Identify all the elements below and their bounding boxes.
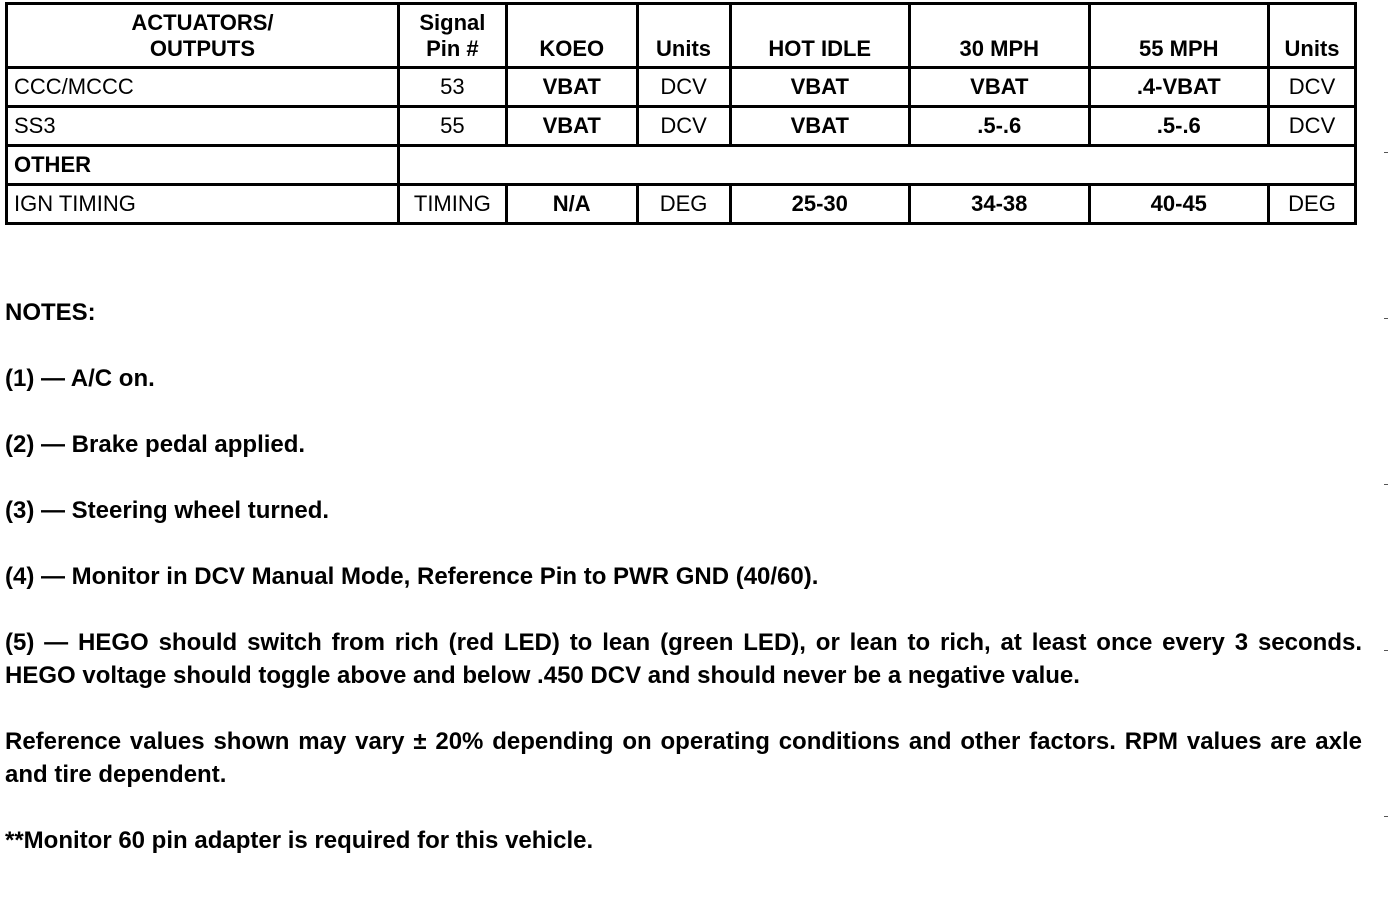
header-units-2: Units bbox=[1269, 4, 1356, 68]
note-item: (5) — HEGO should switch from rich (red LED) to lean (green LED), or lean to rich, at least once every 3 seconds. HEGO voltage should toggle above and below .450 DCV and should never be a negative value. bbox=[5, 629, 1362, 689]
table-cell: 55 bbox=[398, 107, 506, 146]
table-cell: VBAT bbox=[910, 68, 1090, 107]
notes-title: NOTES: bbox=[5, 299, 96, 326]
table-cell: SS3 bbox=[7, 107, 399, 146]
spec-table bbox=[5, 2, 1357, 225]
table-cell: DEG bbox=[637, 185, 730, 224]
other-section-label: OTHER bbox=[7, 146, 399, 185]
margin-tick bbox=[1384, 318, 1388, 319]
table-cell: 25-30 bbox=[730, 185, 910, 224]
table-row bbox=[7, 107, 1356, 146]
header-units: Units bbox=[637, 4, 730, 68]
header-koeo: KOEO bbox=[506, 4, 637, 68]
adapter-note: **Monitor 60 pin adapter is required for this vehicle. bbox=[5, 827, 594, 854]
note-item: (3) — Steering wheel turned. bbox=[5, 497, 330, 524]
table-row bbox=[7, 185, 1356, 224]
notes-section bbox=[5, 296, 1362, 857]
header-hot-idle: HOT IDLE bbox=[730, 4, 910, 68]
reference-note: Reference values shown may vary ± 20% depending on operating conditions and other factors. RPM values are axle and tire dependent. bbox=[5, 728, 1362, 788]
table-cell: DCV bbox=[1269, 68, 1356, 107]
note-item: (2) — Brake pedal applied. bbox=[5, 431, 306, 458]
note-item: (1) — A/C on. bbox=[5, 365, 155, 392]
table-cell: DCV bbox=[637, 68, 730, 107]
table-cell: IGN TIMING bbox=[7, 185, 399, 224]
margin-tick bbox=[1384, 650, 1388, 651]
table-cell: .5-.6 bbox=[1089, 107, 1269, 146]
header-30-mph: 30 MPH bbox=[910, 4, 1090, 68]
table-cell: N/A bbox=[506, 185, 637, 224]
margin-tick bbox=[1384, 484, 1388, 485]
table-cell: VBAT bbox=[506, 107, 637, 146]
margin-tick bbox=[1384, 816, 1388, 817]
margin-tick bbox=[1384, 152, 1388, 153]
table-cell: .4-VBAT bbox=[1089, 68, 1269, 107]
table-cell: DEG bbox=[1269, 185, 1356, 224]
table-cell: 34-38 bbox=[910, 185, 1090, 224]
table-row-other bbox=[7, 146, 1356, 185]
table-cell: .5-.6 bbox=[910, 107, 1090, 146]
header-55-mph: 55 MPH bbox=[1089, 4, 1269, 68]
other-section-empty bbox=[398, 146, 1355, 185]
table-cell: 53 bbox=[398, 68, 506, 107]
table-cell: 40-45 bbox=[1089, 185, 1269, 224]
table-cell: VBAT bbox=[730, 68, 910, 107]
header-actuators-outputs: ACTUATORS/ OUTPUTS bbox=[7, 4, 399, 68]
table-row bbox=[7, 68, 1356, 107]
table-header-row bbox=[7, 4, 1356, 68]
table-cell: TIMING bbox=[398, 185, 506, 224]
table-cell: DCV bbox=[1269, 107, 1356, 146]
note-item: (4) — Monitor in DCV Manual Mode, Reference Pin to PWR GND (40/60). bbox=[5, 563, 819, 590]
table-cell: DCV bbox=[637, 107, 730, 146]
table-cell: CCC/MCCC bbox=[7, 68, 399, 107]
table-cell: VBAT bbox=[730, 107, 910, 146]
table-cell: VBAT bbox=[506, 68, 637, 107]
header-signal-pin: Signal Pin # bbox=[398, 4, 506, 68]
